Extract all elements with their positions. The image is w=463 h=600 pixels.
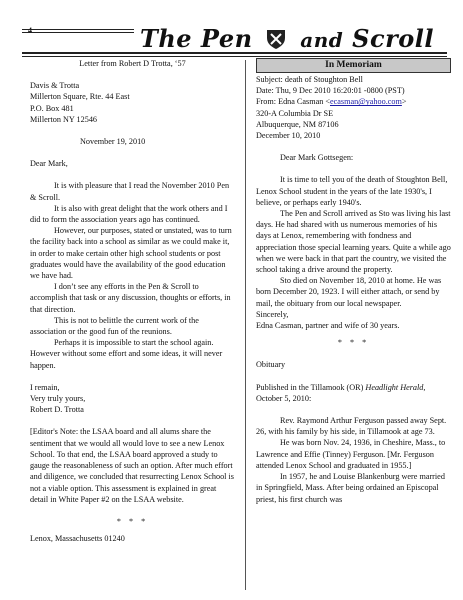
letter-paragraph: This is not to belittle the current work of the association or the good fun of the reunions.: [30, 315, 199, 337]
letter-paragraph: Sto died on November 18, 2010 at home. He was born December 20, 1923. I will either attach, or send by mail, the obituary from our local newspaper.: [256, 276, 442, 308]
letter-paragraph: However, our purposes, stated or unstated, was to turn the facility back into a school as similar as we could make it, in order to make certain other high school students or post graduates would have the availability of the good education we have had.: [30, 226, 232, 281]
obituary-heading: Obituary: [256, 360, 286, 370]
title-right: Scroll: [352, 24, 434, 53]
title-and: and: [300, 28, 344, 52]
footer-address: Lenox, Massachusetts 01240: [30, 534, 125, 544]
letter-date: November 19, 2010: [80, 137, 146, 147]
section-separator: * * *: [116, 516, 149, 526]
masthead-rule: [22, 32, 134, 33]
letter-paragraph: It is with pleasure that I read the November 2010 Pen & Scroll.: [30, 181, 230, 202]
published-line: Published in the Tillamook (OR) Headlight Herald, October 5, 2010:: [256, 382, 426, 403]
left-column: [30, 58, 235, 544]
email-subject: Subject: death of Stoughton Bell: [256, 75, 363, 84]
obituary-paragraph: Rev. Raymond Arthur Ferguson passed away Sept. 26, with his family by his side, in Tillamook at age 73.: [256, 416, 447, 437]
newsletter-title: [140, 24, 434, 53]
masthead-rule-thick: [22, 52, 447, 54]
obituary-paragraph: In 1957, he and Louise Blankenburg were married in Springfield, Mass. After being ordained an Episcopal priest, his first church was: [256, 472, 445, 504]
address-line: Millerton NY 12546: [30, 114, 98, 124]
letter-paragraph: It is time to tell you of the death of Stoughton Bell, Lenox School student in the years of the late 1930's, I believe, or perhaps early 1940's.: [256, 175, 448, 207]
closing-line: Very truly yours,: [30, 394, 86, 404]
page-number: 4: [28, 26, 32, 35]
masthead: [22, 24, 447, 54]
closing-line: Sincerely,: [256, 309, 289, 319]
email-from: From: Edna Casman <ecasman@yahoo.com>: [256, 97, 407, 107]
right-column: [256, 58, 451, 505]
memoriam-banner: In Memoriam: [256, 58, 451, 73]
letter-paragraph: The Pen and Scroll arrived as Sto was living his last days. He had shared with us numerous memories of his days at Lenox, remembering with fondness and appreciation those special learning years. Quite a while ago when we were back in that part the country, we visited the school taking a drive around the property.: [256, 209, 451, 275]
address-line: Millerton Square, Rte. 44 East: [30, 92, 130, 102]
masthead-rule-thin: [22, 56, 447, 57]
crest-icon: [265, 28, 287, 50]
closing-line: I remain,: [30, 382, 60, 392]
letter-paragraph: Perhaps it is impossible to start the school again. However without some effort and some ideas, it will never happen.: [30, 338, 223, 370]
obituary-paragraph: He was born Nov. 24, 1936, in Cheshire, Mass., to Lawrence and Effie (Tinney) Ferguson. [Mr. Ferguson attended Lenox School and graduated in 1955.]: [256, 438, 446, 470]
address-line: 320-A Columbia Dr SE: [256, 108, 334, 118]
letter-heading: Letter from Robert D Trotta, ‘57: [79, 59, 186, 68]
address-line: Davis & Trotta: [30, 81, 80, 91]
salutation: Dear Mark,: [30, 159, 68, 169]
address-line: Albuquerque, NM 87106: [256, 119, 339, 129]
salutation: Dear Mark Gottsegen:: [280, 153, 354, 163]
email-date: Date: Thu, 9 Dec 2010 16:20:01 -0800 (PST): [256, 86, 405, 96]
editors-note: [Editor's Note: the LSAA board and all alums share the sentiment that we would all would love to see a new Lenox School. To that end, the LSAA board approved a study to gauge the reasonableness of such an option. After much effort and diligence, we concluded that resurrecting Lenox School is not a viable option. This assessment is explained in great detail in White Paper #2 on the LSAA website.: [30, 427, 234, 504]
newspaper-name: Headlight Herald: [365, 382, 424, 392]
signature: Robert D. Trotta: [30, 405, 84, 415]
letter-paragraph: It is also with great delight that the work others and I did to form the association years ago has continued.: [30, 203, 228, 225]
section-separator: * * *: [337, 338, 370, 348]
address-line: P.O. Box 481: [30, 103, 74, 113]
signature: Edna Casman, partner and wife of 30 years.: [256, 321, 400, 331]
letter-paragraph: I don’t see any efforts in the Pen & Scroll to accomplish that task or any discussion, thoughts or efforts, in that direction.: [30, 282, 231, 314]
column-divider: [245, 60, 246, 590]
masthead-rule: [22, 29, 134, 30]
email-link[interactable]: ecasman@yahoo.com: [329, 97, 402, 107]
letter-date: December 10, 2010: [256, 131, 321, 141]
title-left: The Pen: [140, 24, 253, 53]
